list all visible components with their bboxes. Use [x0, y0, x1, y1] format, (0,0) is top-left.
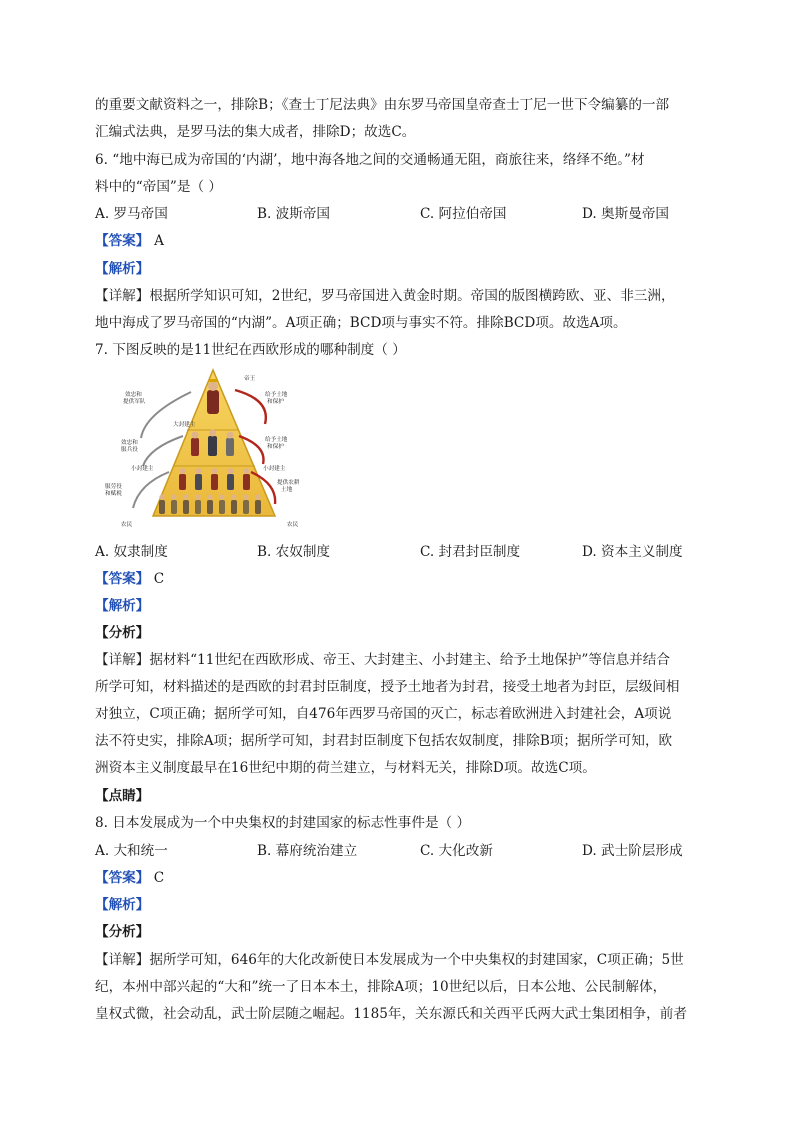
fig-label: 服劳役: [105, 484, 122, 490]
answer-label: 【答案】: [95, 870, 150, 886]
answer-label: 【答案】: [95, 233, 150, 249]
q6-option-a: A. 罗马帝国: [95, 206, 168, 222]
q6-option-d: D. 奥斯曼帝国: [582, 206, 670, 222]
fig-label-king: 帝王: [244, 376, 256, 382]
q7-option-a: A. 奴隶制度: [95, 544, 168, 560]
text-line: 汇编式法典，是罗马法的集大成者，排除D；故选C。: [95, 124, 416, 140]
q7-detail: 【详解】据材料“11世纪在西欧形成、帝王、大封建主、小封建主、给予土地保护”等信息并结合: [95, 652, 670, 668]
king-figure: [207, 379, 219, 414]
fig-label: 和保护: [267, 444, 284, 450]
arrow-up-icon: [141, 392, 191, 438]
q7-dianjing-label: 【点睛】: [95, 788, 150, 804]
q7-option-c: C. 封君封臣制度: [420, 544, 521, 560]
fig-label-great-lord: 大封建主: [173, 422, 196, 428]
q8-analysis-label: 【解析】: [95, 897, 150, 913]
q8-answer: [95, 868, 705, 888]
fig-label: 给予土地: [265, 392, 288, 398]
fig-label-peasant: 农民: [287, 522, 299, 528]
q7-answer: [95, 569, 705, 589]
q6-option-c: C. 阿拉伯帝国: [420, 206, 507, 222]
fig-label: 和保护: [267, 399, 284, 405]
q8-option-d: D. 武士阶层形成: [582, 843, 683, 859]
q8-detail: 纪，本州中部兴起的“大和”统一了日本本土，排除A项；10世纪以后，日本公地、公民制解体，: [95, 979, 667, 995]
q8-fenxi-label: 【分析】: [95, 924, 150, 940]
q6-answer: [95, 231, 705, 251]
q8-detail: 【详解】据所学可知，646年的大化改新使日本发展成为一个中央集权的封建国家，C项正确；5世: [95, 952, 684, 968]
question-7-stem: 7. 下图反映的是11世纪在西欧形成的哪种制度（ ）: [95, 342, 406, 358]
q6-option-b: B. 波斯帝国: [257, 206, 331, 222]
feudal-pyramid-figure: [95, 366, 310, 532]
arrow-down-icon: [235, 390, 266, 424]
q7-option-d: D. 资本主义制度: [582, 544, 683, 560]
q6-detail: 地中海成了罗马帝国的“内湖”。A项正确；BCD项与事实不符。排除BCD项。故选A项。: [95, 315, 627, 331]
q7-detail: 对独立，C项正确；据所学可知，自476年西罗马帝国的灭亡，标志着欧洲进入封建社会，A项说: [95, 706, 672, 722]
q8-option-a: A. 大和统一: [95, 843, 168, 859]
fig-label: 提供军队: [123, 399, 146, 405]
fig-label: 给予土地: [265, 437, 288, 443]
q6-detail: 【详解】根据所学知识可知，2世纪，罗马帝国进入黄金时期。帝国的版图横跨欧、亚、非三洲，: [95, 288, 675, 304]
q6-analysis-label: 【解析】: [95, 261, 150, 277]
fig-label-peasant: 农民: [121, 522, 133, 528]
q7-option-b: B. 农奴制度: [257, 544, 331, 560]
fig-label: 效忠和: [121, 440, 138, 446]
q7-detail: 法不符史实，排除A项；据所学可知，封君封臣制度下包括农奴制度，排除B项；据所学可知，欧: [95, 733, 673, 749]
answer-value: A: [154, 233, 164, 249]
q8-detail: 皇权式微，社会动乱，武士阶层随之崛起。1185年，关东源氏和关西平氏两大武士集团相争，前者: [95, 1006, 687, 1022]
answer-label: 【答案】: [95, 571, 150, 587]
question-6-stem-cont: 料中的“帝国”是（ ）: [95, 179, 222, 195]
q7-fenxi-label: 【分析】: [95, 625, 150, 641]
fig-label: 提供农耕: [277, 480, 300, 486]
answer-value: C: [153, 571, 165, 587]
q7-detail: 所学可知，材料描述的是西欧的封君封臣制度，授予土地者为封君，接受土地者为封臣，层级间相: [95, 679, 680, 695]
q7-analysis-label: 【解析】: [95, 598, 150, 614]
fig-label-lesser-lord: 小封建主: [131, 466, 154, 472]
q7-detail: 洲资本主义制度最早在16世纪中期的荷兰建立，与材料无关，排除D项。故选C项。: [95, 760, 596, 776]
q8-option-c: C. 大化改新: [420, 843, 493, 859]
question-8-stem: 8. 日本发展成为一个中央集权的封建国家的标志性事件是（ ）: [95, 815, 471, 831]
fig-label: 和赋税: [105, 491, 122, 497]
fig-label-lesser-lord: 小封建主: [263, 466, 286, 472]
peasant-figures: [159, 494, 261, 514]
fig-label: 服兵役: [121, 447, 138, 453]
fig-label: 效忠和: [125, 392, 142, 398]
lord-figures: [191, 430, 234, 457]
answer-value: C: [153, 870, 165, 886]
q8-option-b: B. 幕府统治建立: [257, 843, 358, 859]
question-6-stem: 6. “地中海已成为帝国的‘内湖’，地中海各地之间的交通畅通无阻，商旅往来，络绎不绝。”材: [95, 152, 645, 168]
fig-label: 土地: [281, 487, 293, 493]
text-line: 的重要文献资料之一，排除B；《查士丁尼法典》由东罗马帝国皇帝查士丁尼一世下令编纂的一部: [95, 97, 670, 113]
